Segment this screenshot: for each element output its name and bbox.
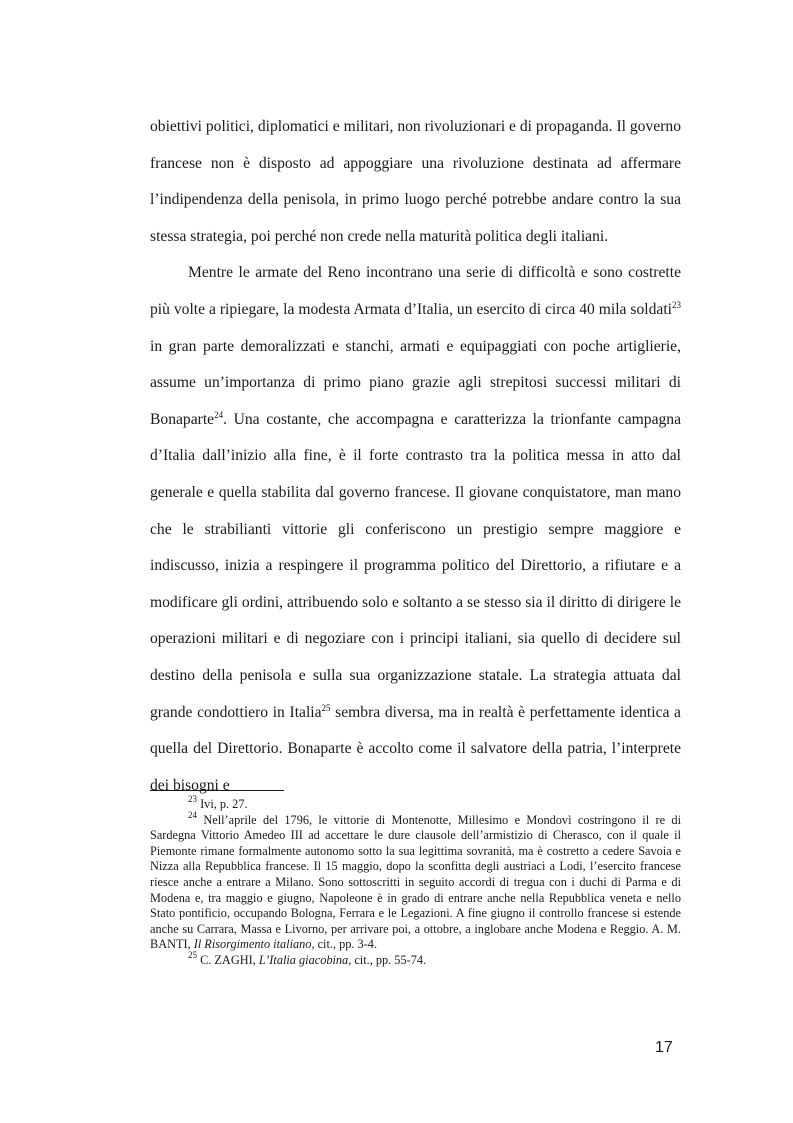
footnote-text: Ivi, p. 27.	[197, 797, 248, 811]
paragraph-2-text-b: in gran parte demoralizzati e stanchi, armati e equipaggiati con poche artiglierie, assume un’importanza di primo piano grazie agli strepitosi successi militari di Bonaparte	[150, 337, 681, 428]
footnote-23	[150, 794, 681, 813]
footnote-citation-tail: , cit., pp. 55-74.	[348, 952, 427, 967]
footnote-number: 25	[188, 949, 197, 960]
footnote-text: C. ZAGHI,	[197, 952, 259, 967]
footnote-25	[150, 949, 681, 969]
paragraph-2	[150, 255, 681, 804]
footnote-number: 24	[188, 809, 197, 820]
paragraph-2-text-a: Mentre le armate del Reno incontrano una serie di difficoltà e sono costrette più volte a ripiegare, la modesta Armata d’Italia, un esercito di circa 40 mila soldati	[150, 264, 681, 318]
footnote-ref-25: 25	[321, 702, 331, 713]
footnote-ref-23: 23	[672, 299, 681, 310]
footnote-citation-tail: , cit., pp. 3-4.	[311, 937, 378, 952]
footnote-cited-title: Il Risorgimento italiano	[193, 937, 312, 952]
footnote-separator	[150, 790, 284, 791]
footnote-24	[150, 809, 681, 953]
paragraph-2-text-d: sembra diversa, ma in realtà è perfettamente identica a quella del Direttorio. Bonaparte è accolto come il salvatore della patria, l’interprete dei bisogni e	[150, 703, 681, 794]
paragraph-1: obiettivi politici, diplomatici e militari, non rivoluzionari e di propaganda. Il governo francese non è disposto ad appoggiare una rivoluzione destinata ad affermare l’indipendenza della penisola, in primo luogo perché potrebbe andare contro la sua stessa strategia, poi perché non crede nella maturità politica degli italiani.	[150, 118, 681, 245]
footnotes	[150, 794, 681, 969]
page-number: 17	[655, 1039, 673, 1056]
footnote-ref-24: 24	[214, 409, 224, 420]
footnote-number: 23	[188, 794, 197, 804]
footnote-text: Nell’aprile del 1796, le vittorie di Montenotte, Millesimo e Mondovì costringono il re di Sardegna Vittorio Amedeo III ad accettare le dure clausole dell’armistizio di Cherasco, con il quale il Piemonte rimane formalmente autonomo sotto la sua legittima sovranità, ma è costretto a cedere Savoia e Nizza alla Repubblica francese. Il 15 maggio, dopo la sconfitta degli austriaci a Lodi, l’esercito francese riesce anche a entrare a Milano. Sono sottoscritti in seguito accordi di tregua con i duchi di Parma e di Modena e, tra maggio e giugno, Napoleone è in grado di entrare anche nella Repubblica veneta e nello Stato pontificio, occupando Bologna, Ferrara e le Legazioni. A fine giugno il controllo francese si estende anche su Carrara, Massa e Livorno, per arrivare poi, a ottobre, a inglobare anche Modena e Reggio. A. M. BANTI,	[150, 812, 681, 952]
footnote-cited-title: L’Italia giacobina	[258, 952, 349, 967]
body-text	[150, 109, 681, 804]
paragraph-2-text-c: . Una costante, che accompagna e caratterizza la trionfante campagna d’Italia dall’inizio alla fine, è il forte contrasto tra la politica messa in atto dal generale e quella stabilita dal governo francese. Il giovane conquistatore, man mano che le strabilianti vittorie gli conferiscono un prestigio sempre maggiore e indiscusso, inizia a respingere il programma politico del Direttorio, a rifiutare e a modificare gli ordini, attribuendo solo e soltanto a se stesso sia il diritto di dirigere le operazioni militari e di negoziare con i principi italiani, sia quello di decidere sul destino della penisola e sulla sua organizzazione statale. La strategia attuata dal grande condottiero in Italia	[150, 410, 681, 721]
